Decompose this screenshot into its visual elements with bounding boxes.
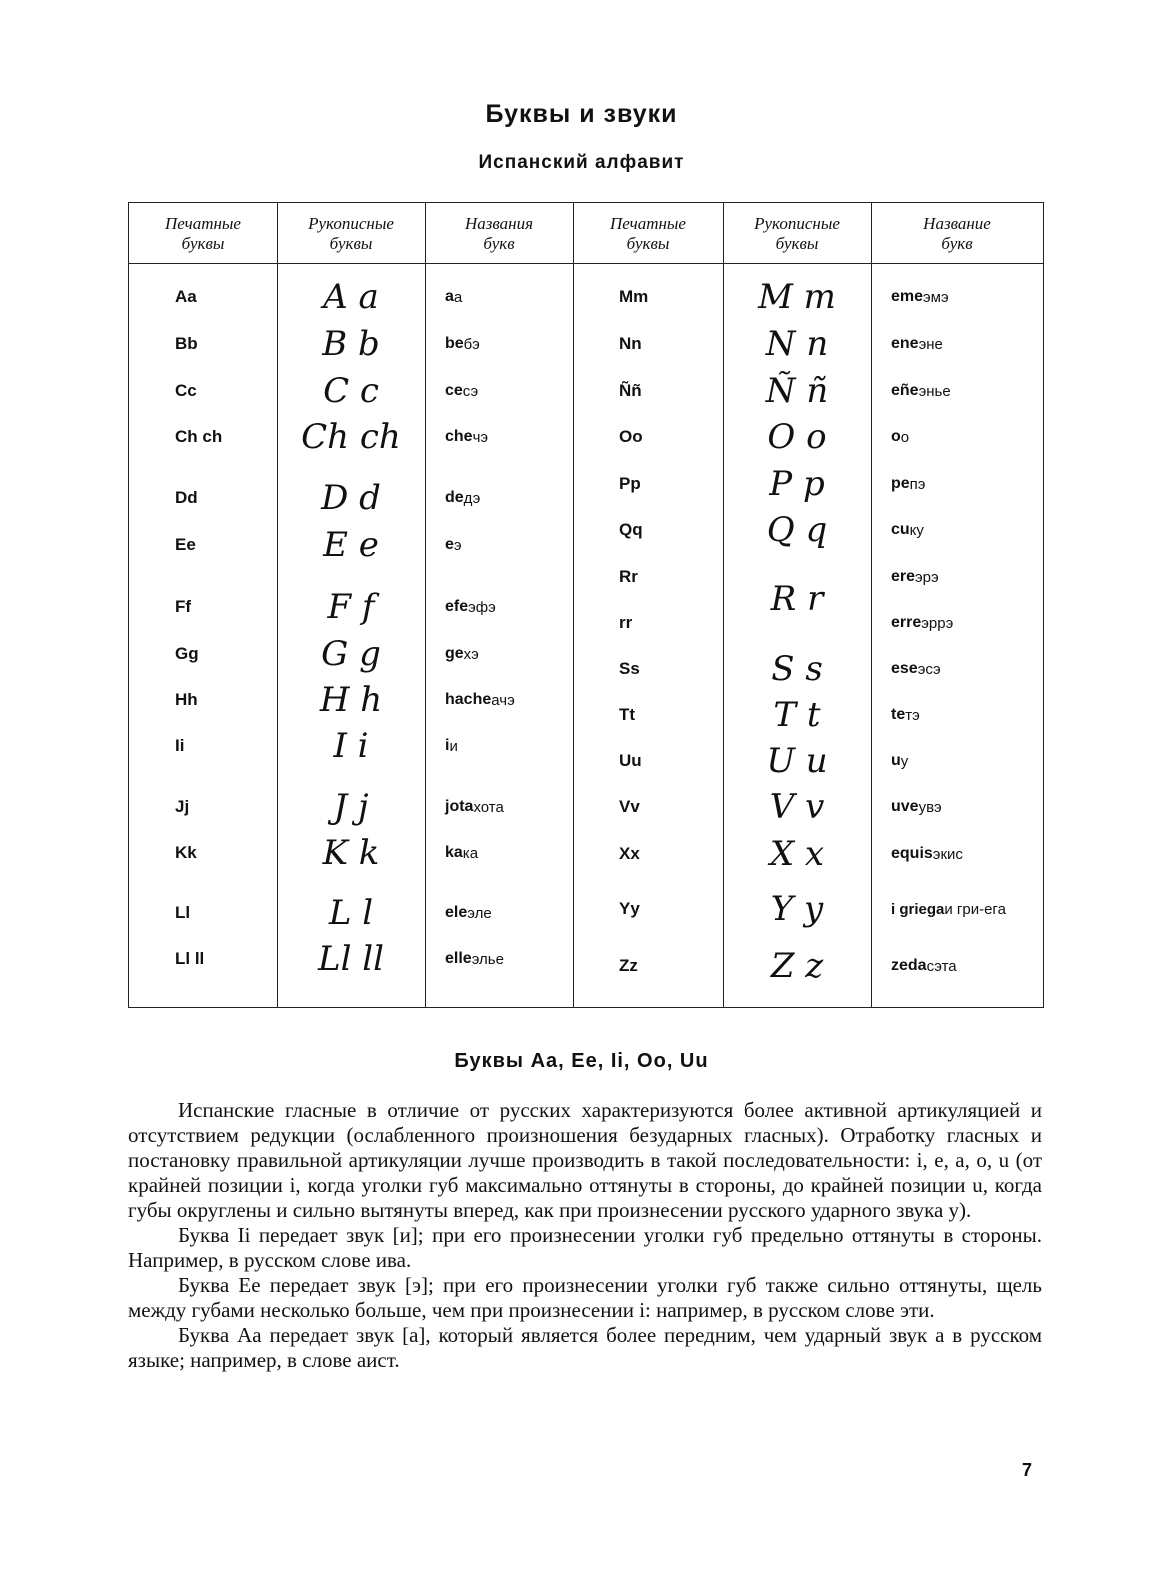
- letter-name: [891, 695, 1037, 735]
- handwritten-letter: P p: [769, 464, 825, 504]
- column-divider: [425, 203, 426, 1007]
- russian-name: чэ: [472, 428, 489, 446]
- spanish-name: ese: [891, 660, 918, 677]
- letter-name: [891, 371, 1037, 411]
- russian-name: сэта: [926, 957, 957, 975]
- letter-name: [445, 634, 567, 674]
- russian-name: ка: [462, 844, 479, 862]
- spanish-name: ene: [891, 335, 919, 352]
- page-number: 7: [1022, 1460, 1033, 1480]
- printed-letter: Ii: [175, 736, 185, 755]
- handwritten-letter: Ñ ñ: [765, 371, 829, 411]
- russian-name: экис: [932, 845, 963, 863]
- printed-letter: Vv: [619, 797, 640, 816]
- russian-name: элье: [471, 950, 504, 968]
- russian-name: у: [900, 752, 909, 770]
- handwritten-letter: E e: [323, 525, 379, 565]
- russian-name: энье: [918, 382, 951, 400]
- handwritten-letter: K k: [322, 833, 380, 873]
- letter-name: [891, 787, 1037, 827]
- handwritten-letter: T t: [773, 695, 821, 735]
- spanish-name: hache: [445, 691, 492, 708]
- handwritten-letter: F f: [327, 587, 375, 627]
- spanish-name: ka: [445, 844, 463, 861]
- column-header-line: буквы: [181, 234, 225, 253]
- handwritten-letter: X x: [769, 834, 825, 874]
- spanish-name: a: [445, 288, 454, 305]
- paragraph: Испанские гласные в отличие от русских характеризуются более активной артикуляцией и отсутствием редукции (ослабленного произношения безударных гласных). Отработку гласных и постановку правильной артикуляции лучше производить в такой последовательности: i, e, a, o, u (от крайней позиции i, когда уголки губ максимально оттянуты в стороны, до крайней позиции u, когда губы округлены и сильно вытянуты вперед, как при произнесении русского ударного звука у).: [128, 1098, 1042, 1222]
- handwritten-letter: I i: [333, 726, 369, 766]
- handwritten-letter: H h: [319, 680, 383, 720]
- column-header-line: Печатные: [165, 214, 241, 233]
- russian-name: а: [453, 288, 463, 306]
- column-header-line: Рукописные: [754, 214, 840, 233]
- russian-name: тэ: [905, 706, 920, 724]
- column-header: [129, 209, 277, 259]
- handwritten-letter: G g: [321, 634, 381, 674]
- spanish-name: i griega: [891, 900, 945, 918]
- spanish-name: i: [445, 737, 450, 754]
- russian-name: эле: [467, 904, 492, 922]
- handwritten-letter: U u: [766, 741, 828, 781]
- printed-letter: Dd: [175, 488, 198, 507]
- russian-name: и гри-ега: [944, 900, 1006, 918]
- printed-letter: Jj: [175, 797, 190, 816]
- column-header: [871, 209, 1043, 259]
- letter-name: [891, 464, 1037, 504]
- letter-name: [891, 946, 1037, 986]
- spanish-name: uve: [891, 798, 919, 815]
- russian-name: эмэ: [923, 288, 949, 306]
- column-header-line: буквы: [329, 234, 373, 253]
- letter-name: [445, 680, 567, 720]
- spanish-name: te: [891, 706, 906, 723]
- spanish-name: de: [445, 489, 464, 506]
- printed-letter: Tt: [619, 705, 636, 724]
- russian-name: пэ: [909, 475, 926, 493]
- handwritten-letter: C c: [323, 371, 379, 411]
- spanish-name: eme: [891, 288, 924, 305]
- russian-name: увэ: [918, 798, 942, 816]
- russian-name: хэ: [463, 645, 479, 663]
- paragraph: Буква Ee передает звук [э]; при его произнесении уголки губ также сильно оттянуты, щель между губами несколько больше, чем при произнесении i: например, в русском слове эти.: [128, 1273, 1042, 1322]
- spanish-name: u: [891, 752, 901, 769]
- handwritten-letter: R r: [770, 579, 824, 619]
- printed-letter: Ll ll: [175, 949, 205, 968]
- handwritten-letter: M m: [758, 277, 836, 317]
- russian-name: ку: [909, 521, 924, 539]
- russian-name: эне: [918, 335, 943, 353]
- table-title: Испанский алфавит: [478, 152, 685, 173]
- letter-name: [445, 939, 567, 979]
- page-title: Буквы и звуки: [485, 100, 678, 128]
- column-header: [573, 209, 723, 259]
- paragraph: Буква Aa передает звук [а], который является более передним, чем ударный звук а в русском языке; например, в слове аист.: [128, 1323, 1042, 1372]
- handwritten-letter: Q q: [766, 510, 828, 550]
- letter-name: [891, 324, 1037, 364]
- column-header-line: Рукописные: [308, 214, 394, 233]
- spanish-name: eñe: [891, 382, 919, 399]
- printed-letter: Mm: [619, 287, 649, 306]
- spanish-name: ce: [445, 382, 463, 399]
- printed-letter: Cc: [175, 381, 197, 400]
- handwritten-letter: D d: [321, 478, 381, 518]
- letter-name: [445, 833, 567, 873]
- handwritten-letter: A a: [323, 277, 379, 317]
- column-header-line: Печатные: [610, 214, 686, 233]
- printed-letter: Zz: [619, 956, 638, 975]
- handwritten-letter: N n: [765, 324, 829, 364]
- handwritten-letter: Ch ch: [301, 417, 401, 457]
- header-divider: [129, 263, 1043, 264]
- spanish-name: zeda: [891, 957, 927, 974]
- russian-name: и: [449, 737, 458, 755]
- printed-letter: Pp: [619, 474, 641, 493]
- section-title: Буквы Aa, Ee, Ii, Oo, Uu: [454, 1050, 709, 1072]
- spanish-name: ele: [445, 904, 468, 921]
- spanish-name: elle: [445, 950, 472, 967]
- printed-letter: Aa: [175, 287, 197, 306]
- printed-letter: Nn: [619, 334, 642, 353]
- spanish-name: ge: [445, 645, 464, 662]
- printed-letter: Xx: [619, 844, 640, 863]
- letter-name: [445, 371, 567, 411]
- russian-name: эфэ: [468, 598, 496, 616]
- russian-name: эсэ: [917, 660, 941, 678]
- handwritten-letter: V v: [769, 787, 825, 827]
- printed-letter: Ee: [175, 535, 196, 554]
- spanish-name: e: [445, 536, 454, 553]
- column-header-line: буквы: [626, 234, 670, 253]
- printed-letter: Oo: [619, 427, 643, 446]
- russian-name: бэ: [463, 335, 480, 353]
- alphabet-table: [128, 202, 1044, 1008]
- letter-name: [891, 277, 1037, 317]
- letter-name: [445, 893, 567, 933]
- spanish-name: efe: [445, 598, 469, 615]
- letter-name: [891, 557, 1037, 597]
- printed-letter: Ss: [619, 659, 640, 678]
- letter-name: [445, 726, 567, 766]
- printed-letter: Uu: [619, 751, 642, 770]
- column-header: [277, 209, 425, 259]
- column-header-line: буквы: [775, 234, 819, 253]
- spanish-name: be: [445, 335, 464, 352]
- handwritten-letter: B b: [322, 324, 380, 364]
- column-header-line: букв: [941, 234, 973, 253]
- body-text: [128, 1098, 1042, 1373]
- spanish-name: erre: [891, 614, 922, 631]
- handwritten-letter: Z z: [770, 946, 824, 986]
- paragraph: Буква Ii передает звук [и]; при его произнесении уголки губ предельно оттянуты в стороны. Например, в русском слове ива.: [128, 1223, 1042, 1272]
- printed-letter: Rr: [619, 567, 638, 586]
- letter-name: [445, 787, 567, 827]
- column-header: [425, 209, 573, 259]
- spanish-name: che: [445, 428, 473, 445]
- russian-name: ачэ: [491, 691, 515, 709]
- letter-name: [445, 417, 567, 457]
- russian-name: э: [453, 536, 462, 554]
- printed-letter: Ch ch: [175, 427, 223, 446]
- handwritten-letter: O o: [767, 417, 827, 457]
- handwritten-letter: L l: [328, 893, 374, 933]
- column-header-line: Название: [923, 214, 991, 233]
- handwritten-letter: S s: [771, 649, 823, 689]
- russian-name: о: [900, 428, 910, 446]
- printed-letter: Hh: [175, 690, 198, 709]
- column-header-line: букв: [483, 234, 515, 253]
- letter-name: [445, 587, 567, 627]
- spanish-name: ere: [891, 568, 916, 585]
- printed-letter: rr: [619, 613, 633, 632]
- column-divider: [573, 203, 574, 1007]
- printed-letter: Ff: [175, 597, 192, 616]
- handwritten-letter: J j: [333, 787, 369, 827]
- handwritten-letter: Ll ll: [317, 939, 384, 979]
- russian-name: сэ: [462, 382, 479, 400]
- russian-name: дэ: [463, 489, 481, 507]
- letter-name: [445, 277, 567, 317]
- letter-name: [445, 324, 567, 364]
- letter-name: [891, 603, 1037, 643]
- printed-letter: Qq: [619, 520, 643, 539]
- letter-name: [445, 525, 567, 565]
- spanish-name: cu: [891, 521, 910, 538]
- spanish-name: o: [891, 428, 901, 445]
- letter-name: [891, 510, 1037, 550]
- russian-name: хота: [473, 798, 504, 816]
- letter-name: [891, 741, 1037, 781]
- printed-letter: Bb: [175, 334, 198, 353]
- column-divider: [871, 203, 872, 1007]
- russian-name: эррэ: [921, 614, 954, 632]
- spanish-name: pe: [891, 475, 910, 492]
- printed-letter: Yy: [619, 899, 640, 918]
- printed-letter: Ññ: [619, 381, 642, 400]
- spanish-name: equis: [891, 845, 933, 862]
- letter-name: [891, 889, 1037, 929]
- spanish-name: jota: [445, 798, 474, 815]
- letter-name: [891, 834, 1037, 874]
- letter-name: [891, 649, 1037, 689]
- handwritten-letter: Y y: [770, 889, 824, 929]
- printed-letter: Kk: [175, 843, 197, 862]
- column-header: [723, 209, 871, 259]
- printed-letter: Gg: [175, 644, 199, 663]
- letter-name: [445, 478, 567, 518]
- russian-name: эрэ: [915, 568, 939, 586]
- printed-letter: Ll: [175, 903, 191, 922]
- letter-name: [891, 417, 1037, 457]
- column-header-line: Названия: [464, 214, 533, 233]
